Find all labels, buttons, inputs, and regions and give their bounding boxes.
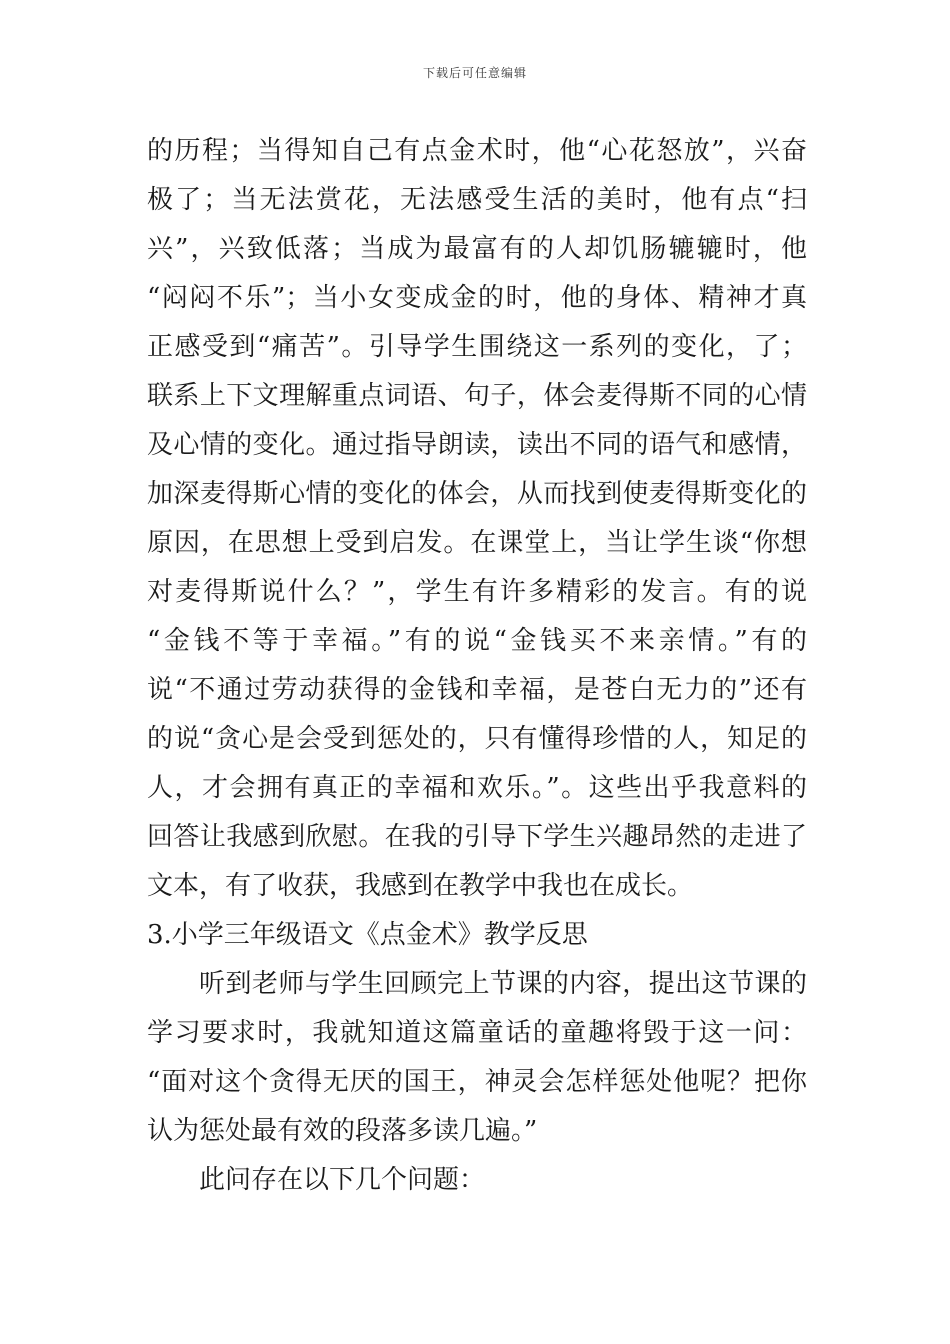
text-line: 极了；当无法赏花，无法感受生活的美时，他有点“扫 <box>147 185 807 215</box>
paragraph-reflection-continued <box>147 127 807 911</box>
text-line: 的历程；当得知自己有点金术时，他“心花怒放”，兴奋 <box>147 136 807 166</box>
text-line: 正感受到“痛苦”。引导学生围绕这一系列的变化，了； <box>147 332 807 362</box>
text-line: 的说“贪心是会受到惩处的，只有懂得珍惜的人，知足的 <box>147 724 807 754</box>
text-line: 学习要求时，我就知道这篇童话的童趣将毁于这一问： <box>147 1018 807 1048</box>
text-line: 加深麦得斯心情的变化的体会，从而找到使麦得斯变化的 <box>147 479 807 509</box>
text-line: 文本，有了收获，我感到在教学中我也在成长。 <box>147 871 694 901</box>
text-line: 此问存在以下几个问题： <box>199 1165 486 1195</box>
text-line: 说“不通过劳动获得的金钱和幸福，是苍白无力的”还有 <box>147 675 807 705</box>
text-line: 联系上下文理解重点词语、句子，体会麦得斯不同的心情 <box>147 381 807 411</box>
text-line: “面对这个贪得无厌的国王，神灵会怎样惩处他呢？把你 <box>147 1067 807 1097</box>
paragraph-teaching-reflection <box>147 960 807 1156</box>
text-line: “闷闷不乐”；当小女变成金的时，他的身体、精神才真 <box>147 283 807 313</box>
text-line: 认为惩处最有效的段落多读几遍。” <box>147 1116 538 1146</box>
text-line: 原因，在思想上受到启发。在课堂上，当让学生谈“你想 <box>147 528 807 558</box>
text-line: 及心情的变化。通过指导朗读，读出不同的语气和感情， <box>147 430 807 460</box>
text-line: 对麦得斯说什么？”，学生有许多精彩的发言。有的说 <box>147 577 807 607</box>
paragraph-problems-intro <box>147 1156 807 1205</box>
text-line: 人，才会拥有真正的幸福和欢乐。”。这些出乎我意料的 <box>147 773 807 803</box>
page-header: 下载后可任意编辑 <box>422 66 527 80</box>
text-line: “金钱不等于幸福。”有的说“金钱买不来亲情。”有的 <box>147 626 807 656</box>
document-body <box>147 127 807 1205</box>
text-line: 兴”，兴致低落；当成为最富有的人却饥肠辘辘时，他 <box>147 234 807 264</box>
text-line: 听到老师与学生回顾完上节课的内容，提出这节课的 <box>199 969 807 999</box>
section-heading: 3.小学三年级语文《点金术》教学反思 <box>147 920 588 950</box>
text-line: 回答让我感到欣慰。在我的引导下学生兴趣昂然的走进了 <box>147 822 807 852</box>
